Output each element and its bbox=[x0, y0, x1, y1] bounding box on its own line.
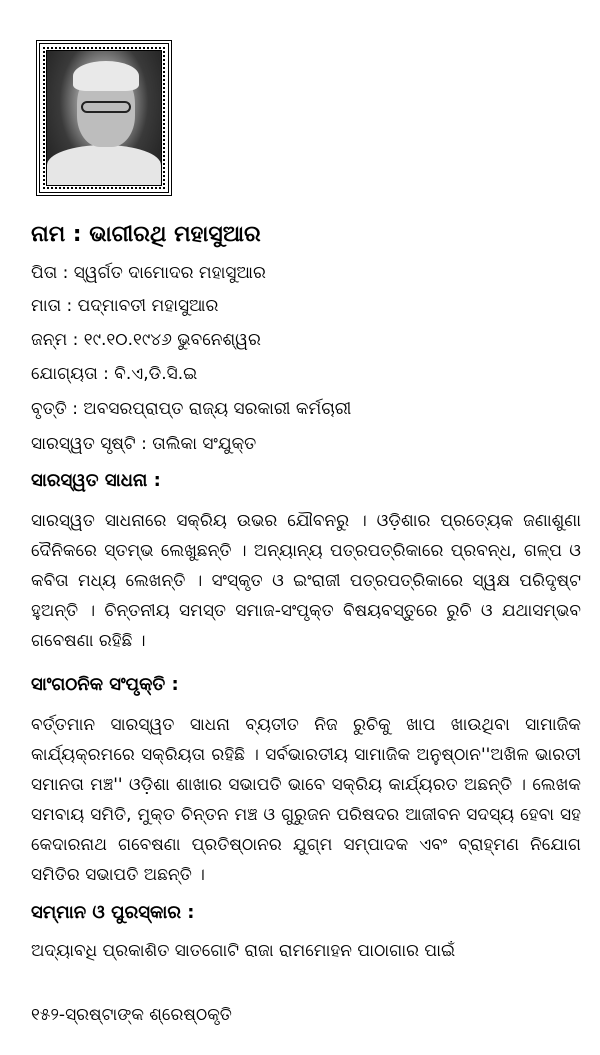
author-photo bbox=[46, 50, 162, 186]
author-photo-frame bbox=[36, 40, 172, 196]
birth-line: ଜନ୍ମ : ୧୯.୧୦.୧୯୪୬ ଭୁବନେଶ୍ୱର bbox=[31, 330, 261, 350]
page-footer: ୧୫୨-ସ୍ରଷ୍ଟାଙ୍କ ଶ୍ରେଷ୍ଠକୃତି bbox=[31, 1005, 232, 1025]
awards-heading: ସମ୍ମାନ ଓ ପୁରସ୍କାର : bbox=[31, 902, 195, 923]
organization-heading: ସାଂଗଠନିକ ସଂପୃକ୍ତି : bbox=[31, 674, 179, 695]
awards-paragraph: ଅଦ୍ୟାବଧି ପ୍ରକାଶିତ ସାତଗୋଟି ରାଜା ରାମମୋହନ ପାଠାଗାର ପାଇଁ bbox=[31, 941, 456, 961]
works-line: ସାରସ୍ୱତ ସୃଷ୍ଟି : ତାଲିକା ସଂଯୁକ୍ତ bbox=[31, 434, 257, 454]
literary-heading: ସାରସ୍ୱତ ସାଧନା : bbox=[31, 470, 161, 491]
qualification-line: ଯୋଗ୍ୟତା : ବି.ଏ,ଡି.ସି.ଇ bbox=[31, 364, 198, 384]
literary-paragraph: ସାରସ୍ୱତ ସାଧନାରେ ସକ୍ରିୟ ଉଭର ଯୌବନରୁ । ଓଡ଼ିଶାର ପ୍ରତ୍ୟେକ ଜଣାଶୁଣା ଦୈନିକରେ ସ୍ତମ୍ଭ ଲେଖୁଛନ୍ତି । ଅନ୍ୟାନ୍ୟ ପତ୍ରପତ୍ରିକାରେ ପ୍ରବନ୍ଧ, ଗଳ୍ପ ଓ କବିତା ମଧ୍ୟ ଲେଖନ୍ତି । ସଂସ୍କୃତ ଓ ଇଂରାଜୀ ପତ୍ରପତ୍ରିକାରେ ସ୍ୱକ୍ଷ ପରିଦୃଷ୍ଟ ହୁଅନ୍ତି । ଚିନ୍ତନୀୟ ସମସ୍ତ ସମାଜ-ସଂପୃକ୍ତ ବିଷୟବସ୍ତୁରେ ରୁଚି ଓ ଯଥାସମ୍ଭବ ଗବେଷଣା ରହିଛି । bbox=[31, 511, 581, 651]
organization-paragraph: ବର୍ତ୍ତମାନ ସାରସ୍ୱତ ସାଧନା ବ୍ୟତୀତ ନିଜ ରୁଚିକୁ ଖାପ ଖାଉଥିବା ସାମାଜିକ କାର୍ଯ୍ୟକ୍ରମରେ ସକ୍ରିୟତା ରହିଛି । ସର୍ବଭାରତୀୟ ସାମାଜିକ ଅନୁଷ୍ଠାନ''ଅଖିଳ ଭାରତୀ ସମାନତା ମଞ୍ଚ'' ଓଡ଼ିଶା ଶାଖାର ସଭାପତି ଭାବେ ସକ୍ରିୟ କାର୍ଯ୍ୟରତ ଅଛନ୍ତି । ଲେଖକ ସମବାୟ ସମିତି, ମୁକ୍ତ ଚିନ୍ତନ ମଞ୍ଚ ଓ ଗୁରୁଜନ ପରିଷଦର ଆଜୀବନ ସଦସ୍ୟ ହେବା ସହ କେଦାରନାଥ ଗବେଷଣା ପ୍ରତିଷ୍ଠାନର ଯୁଗ୍ମ ସମ୍ପାଦକ ଏବଂ ବ୍ରାହ୍ମଣ ନିଯୋଗ ସମିତିର ସଭାପତି ଅଛନ୍ତି । bbox=[31, 715, 581, 885]
father-line: ପିତା : ସ୍ୱର୍ଗତ ଦାମୋଦର ମହାସୁଆର bbox=[31, 263, 266, 283]
occupation-line: ବୃତ୍ତି : ଅବସରପ୍ରାପ୍ତ ରାଜ୍ୟ ସରକାରୀ କର୍ମଚାରୀ bbox=[31, 399, 352, 419]
mother-line: ମାତା : ପଦ୍ମାବତୀ ମହାସୁଆର bbox=[31, 296, 219, 316]
author-name: ନାମ : ଭାଗୀରଥି ମହାସୁଆର bbox=[31, 222, 261, 247]
